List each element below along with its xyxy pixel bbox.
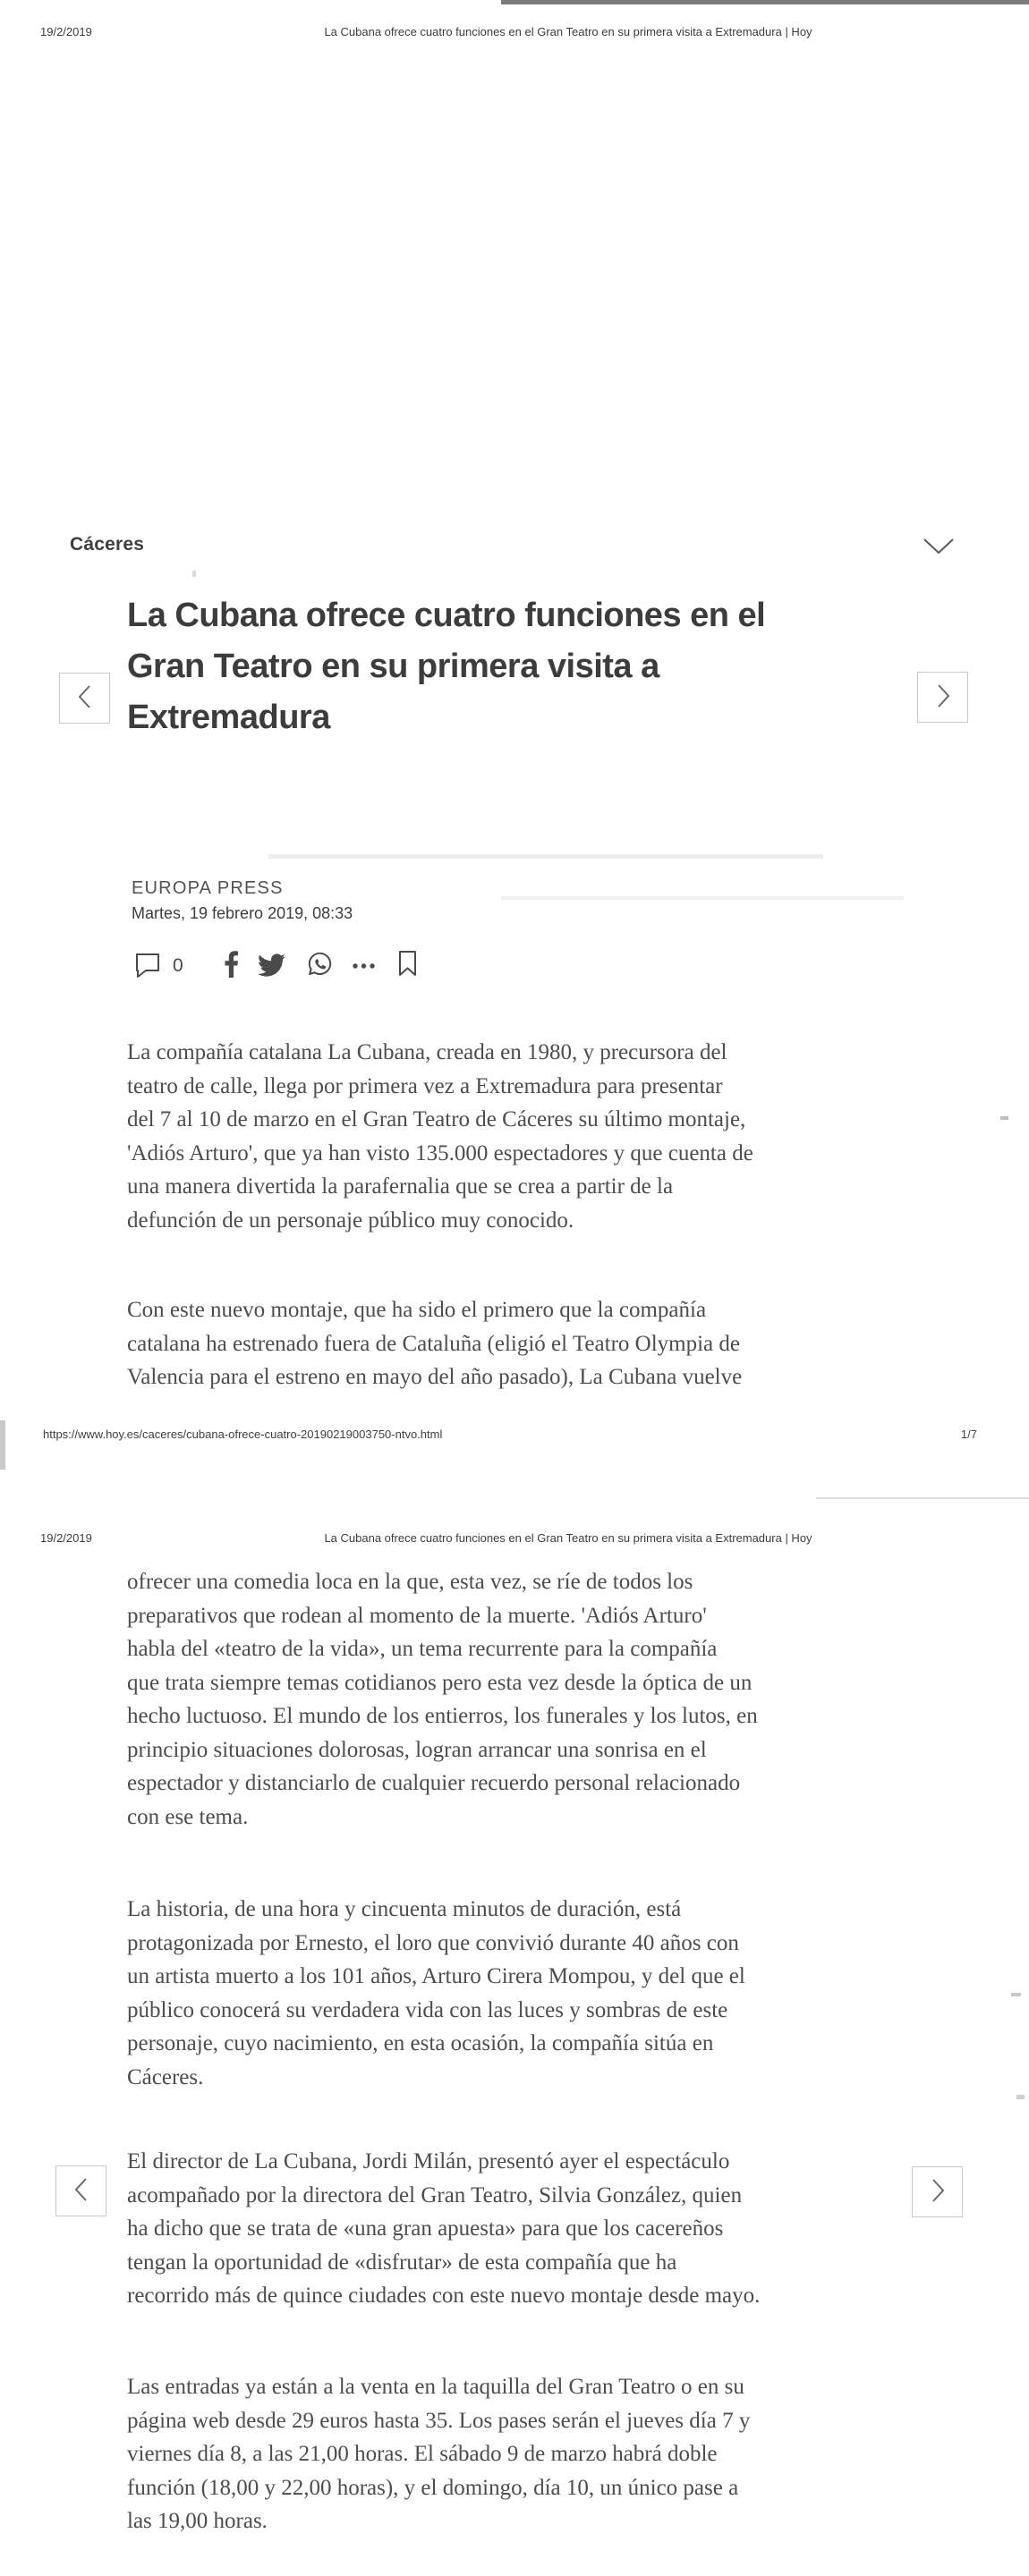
more-options-icon[interactable] (352, 962, 376, 970)
section-header (70, 534, 144, 555)
print-header-title: La Cubana ofrece cuatro funciones en el Gran Teatro en su primera visita a Extremadura | Hoy (324, 25, 812, 38)
previous-article-button[interactable] (59, 673, 110, 724)
scan-artifact (816, 1497, 1029, 1499)
previous-article-button[interactable] (55, 2165, 106, 2216)
chevron-left-icon (72, 2176, 91, 2206)
section-label-caceres[interactable]: Cáceres (70, 534, 145, 555)
facebook-icon[interactable] (224, 951, 239, 978)
scan-artifact (268, 854, 823, 859)
article-paragraph: Las entradas ya están a la venta en la taquilla del Gran Teatro o en su página web desde 29 euros hasta 35. Los pases serán el jueves día 7 y viernes día 8, a las 21,00 horas. El sábado 9 de marzo habrá doble función (18,00 y 22,00 horas), y el domingo, día 10, un único pase a las 19,00 horas. (127, 2375, 751, 2533)
byline-agency: EUROPA PRESS (132, 878, 284, 898)
print-footer-url: https://www.hoy.es/caceres/cubana-ofrece-cuatro-20190219003750-ntvo.html (43, 1428, 443, 1441)
chevron-down-icon[interactable] (923, 538, 955, 561)
article-paragraph: La compañía catalana La Cubana, creada en 1980, y precursora del teatro de calle, llega por primera vez a Extremadura para presentar del 7 al 10 de marzo en el Gran Teatro de Cáceres su último montaje, 'Adiós Arturo', que ya han visto 135.000 espectadores y que cuenta de una manera divertida la parafernalia que se crea a partir de la defunción de un personaje público muy conocido. (127, 1040, 753, 1233)
scan-artifact (501, 0, 1029, 4)
article-paragraph: La historia, de una hora y cincuenta minutos de duración, está protagonizada por Ernesto, el loro que convivió durante 40 años con un artista muerto a los 101 años, Arturo Cirera Mompou, y del que el público conocerá su verdadera vida con las luces y sombras de este personaje, cuyo nacimiento, en esta ocasión, la compañía sitúa en Cáceres. (127, 1897, 745, 2089)
chevron-right-icon (933, 682, 953, 712)
scan-artifact (0, 1420, 5, 1470)
scan-artifact (1000, 1116, 1008, 1120)
next-article-button[interactable] (917, 672, 968, 723)
print-header-date: 19/2/2019 (40, 25, 92, 38)
comments-icon[interactable] (134, 952, 161, 978)
chevron-right-icon (928, 2177, 948, 2207)
print-header-date: 19/2/2019 (40, 1531, 92, 1545)
comments-count: 0 (173, 955, 183, 976)
article-paragraph: El director de La Cubana, Jordi Milán, presentó ayer el espectáculo acompañado por la directora del Gran Teatro, Silvia González, quien ha dicho que se trata de «una gran apuesta» para que los cacereños tengan la oportunidad de «disfrutar» de esta compañía que ha recorrido más de quince ciudades con este nuevo montaje desde mayo. (127, 2149, 761, 2308)
article-paragraph: Con este nuevo montaje, que ha sido el primero que la compañía catalana ha estrenado fuera de Cataluña (eligió el Teatro Olympia de Valencia para el estreno en mayo del año pasado), La Cubana vuelve (127, 1298, 743, 1389)
next-article-button[interactable] (912, 2166, 963, 2217)
bookmark-icon[interactable] (397, 950, 418, 977)
byline-datetime: Martes, 19 febrero 2019, 08:33 (132, 904, 353, 922)
whatsapp-icon[interactable] (307, 951, 333, 977)
chevron-left-icon (75, 683, 95, 713)
print-header-title: La Cubana ofrece cuatro funciones en el Gran Teatro en su primera visita a Extremadura | Hoy (324, 1531, 812, 1545)
article-paragraph: ofrecer una comedia loca en la que, esta vez, se ríe de todos los preparativos que rodean al momento de la muerte. 'Adiós Arturo' habla del «teatro de la vida», un tema recurrente para la compañía que trata siempre temas cotidianos pero esta vez desde la óptica de un hecho luctuoso. El mundo de los entierros, los funerales y los lutos, en principio situaciones dolorosas, logran arrancar una sonrisa en el espectador y distanciarlo de cualquier recuerdo personal relacionado con ese tema. (127, 1570, 758, 1829)
print-footer-page-indicator: 1/7 (960, 1428, 977, 1441)
scan-artifact (1011, 1993, 1021, 1996)
scan-artifact (501, 896, 904, 900)
article-headline: La Cubana ofrece cuatro funciones en el Gran Teatro en su primera visita a Extremadura (127, 597, 766, 736)
scan-artifact (192, 571, 196, 577)
scan-artifact (1016, 2095, 1025, 2099)
twitter-icon[interactable] (258, 953, 285, 977)
